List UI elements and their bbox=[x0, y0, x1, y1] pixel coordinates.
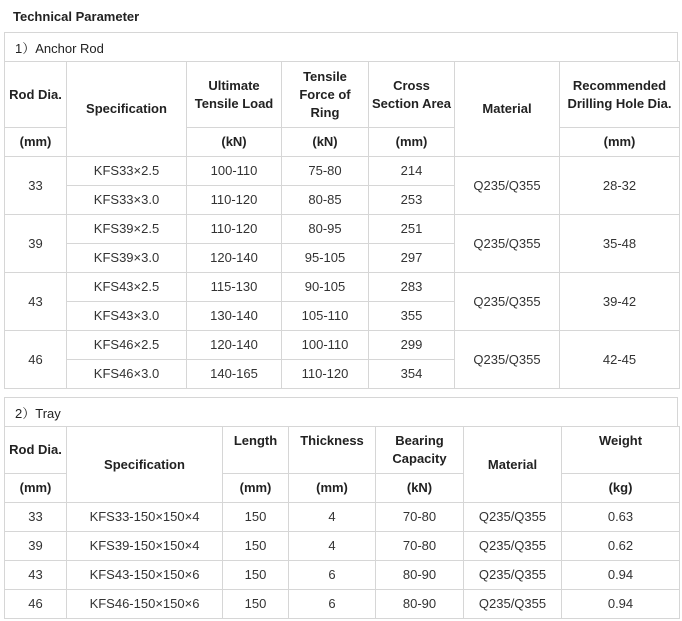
tray-material-cell: Q235/Q355 bbox=[464, 532, 562, 561]
unit-ultimate: (kN) bbox=[187, 128, 282, 157]
ultimate-load-cell: 140-165 bbox=[187, 360, 282, 389]
specification-cell: KFS39×2.5 bbox=[67, 215, 187, 244]
tray-thickness-cell: 4 bbox=[289, 503, 376, 532]
tray-weight-cell: 0.63 bbox=[562, 503, 680, 532]
tray-specification-cell: KFS39-150×150×4 bbox=[67, 532, 223, 561]
tray-bearing-cell: 70-80 bbox=[376, 503, 464, 532]
tray-material-cell: Q235/Q355 bbox=[464, 503, 562, 532]
tray-length-cell: 150 bbox=[223, 503, 289, 532]
tray-bearing-cell: 80-90 bbox=[376, 590, 464, 619]
page-title: Technical Parameter bbox=[13, 9, 140, 24]
tray-length-cell: 150 bbox=[223, 532, 289, 561]
header-drilling-hole: Recommended Drilling Hole Dia. bbox=[560, 62, 680, 128]
rod-dia-cell: 33 bbox=[5, 157, 67, 215]
ultimate-load-cell: 100-110 bbox=[187, 157, 282, 186]
tensile-force-cell: 105-110 bbox=[282, 302, 369, 331]
specification-cell: KFS43×3.0 bbox=[67, 302, 187, 331]
tensile-force-cell: 110-120 bbox=[282, 360, 369, 389]
tray-header-weight: Weight bbox=[562, 427, 680, 474]
tray-header-specification: Specification bbox=[67, 427, 223, 503]
header-specification: Specification bbox=[67, 62, 187, 157]
header-ultimate-tensile-load: Ultimate Tensile Load bbox=[187, 62, 282, 128]
tray-header-bearing: Bearing Capacity bbox=[376, 427, 464, 474]
tray-rod-dia-cell: 39 bbox=[5, 532, 67, 561]
tray-weight-cell: 0.94 bbox=[562, 590, 680, 619]
table-row bbox=[5, 215, 680, 244]
tray-specification-cell: KFS43-150×150×6 bbox=[67, 561, 223, 590]
tray-material-cell: Q235/Q355 bbox=[464, 590, 562, 619]
tray-thickness-cell: 6 bbox=[289, 561, 376, 590]
rod-dia-cell: 46 bbox=[5, 331, 67, 389]
cross-section-cell: 253 bbox=[369, 186, 455, 215]
anchor-rod-table bbox=[4, 61, 680, 389]
tray-thickness-cell: 4 bbox=[289, 532, 376, 561]
tray-rod-dia-cell: 46 bbox=[5, 590, 67, 619]
tray-unit-thickness: (mm) bbox=[289, 474, 376, 503]
tray-specification-cell: KFS33-150×150×4 bbox=[67, 503, 223, 532]
cross-section-cell: 251 bbox=[369, 215, 455, 244]
unit-tensile: (kN) bbox=[282, 128, 369, 157]
table-row bbox=[5, 590, 680, 619]
tray-rod-dia-cell: 43 bbox=[5, 561, 67, 590]
cross-section-cell: 355 bbox=[369, 302, 455, 331]
material-cell: Q235/Q355 bbox=[455, 157, 560, 215]
table-row bbox=[5, 273, 680, 302]
specification-cell: KFS33×2.5 bbox=[67, 157, 187, 186]
tray-unit-length: (mm) bbox=[223, 474, 289, 503]
tray-header-thickness: Thickness bbox=[289, 427, 376, 474]
cross-section-cell: 283 bbox=[369, 273, 455, 302]
ultimate-load-cell: 130-140 bbox=[187, 302, 282, 331]
tray-specification-cell: KFS46-150×150×6 bbox=[67, 590, 223, 619]
drilling-hole-cell: 35-48 bbox=[560, 215, 680, 273]
unit-rod-dia: (mm) bbox=[5, 128, 67, 157]
tray-unit-bearing: (kN) bbox=[376, 474, 464, 503]
header-cross-section: Cross Section Area bbox=[369, 62, 455, 128]
anchor-rod-heading: 1）Anchor Rod bbox=[4, 32, 678, 61]
rod-dia-cell: 43 bbox=[5, 273, 67, 331]
unit-drilling: (mm) bbox=[560, 128, 680, 157]
tray-table bbox=[4, 426, 680, 619]
ultimate-load-cell: 115-130 bbox=[187, 273, 282, 302]
tray-header-rod-dia: Rod Dia. bbox=[5, 427, 67, 474]
table-row bbox=[5, 157, 680, 186]
tensile-force-cell: 95-105 bbox=[282, 244, 369, 273]
ultimate-load-cell: 120-140 bbox=[187, 244, 282, 273]
tray-unit-rod-dia: (mm) bbox=[5, 474, 67, 503]
unit-cross: (mm) bbox=[369, 128, 455, 157]
material-cell: Q235/Q355 bbox=[455, 215, 560, 273]
tensile-force-cell: 80-95 bbox=[282, 215, 369, 244]
table-row bbox=[5, 561, 680, 590]
tray-bearing-cell: 70-80 bbox=[376, 532, 464, 561]
tensile-force-cell: 90-105 bbox=[282, 273, 369, 302]
specification-cell: KFS33×3.0 bbox=[67, 186, 187, 215]
drilling-hole-cell: 28-32 bbox=[560, 157, 680, 215]
tray-weight-cell: 0.62 bbox=[562, 532, 680, 561]
tray-header-length: Length bbox=[223, 427, 289, 474]
cross-section-cell: 354 bbox=[369, 360, 455, 389]
tray-bearing-cell: 80-90 bbox=[376, 561, 464, 590]
tray-weight-cell: 0.94 bbox=[562, 561, 680, 590]
tray-heading: 2）Tray bbox=[4, 397, 678, 426]
table-row bbox=[5, 532, 680, 561]
header-rod-dia: Rod Dia. bbox=[5, 62, 67, 128]
tensile-force-cell: 80-85 bbox=[282, 186, 369, 215]
table-row bbox=[5, 331, 680, 360]
drilling-hole-cell: 39-42 bbox=[560, 273, 680, 331]
ultimate-load-cell: 110-120 bbox=[187, 186, 282, 215]
tensile-force-cell: 75-80 bbox=[282, 157, 369, 186]
tray-header-material: Material bbox=[464, 427, 562, 503]
tray-length-cell: 150 bbox=[223, 561, 289, 590]
specification-cell: KFS46×2.5 bbox=[67, 331, 187, 360]
tray-length-cell: 150 bbox=[223, 590, 289, 619]
header-material: Material bbox=[455, 62, 560, 157]
table-row bbox=[5, 503, 680, 532]
cross-section-cell: 299 bbox=[369, 331, 455, 360]
tray-unit-weight: (kg) bbox=[562, 474, 680, 503]
tray-material-cell: Q235/Q355 bbox=[464, 561, 562, 590]
ultimate-load-cell: 120-140 bbox=[187, 331, 282, 360]
cross-section-cell: 297 bbox=[369, 244, 455, 273]
material-cell: Q235/Q355 bbox=[455, 331, 560, 389]
rod-dia-cell: 39 bbox=[5, 215, 67, 273]
specification-cell: KFS39×3.0 bbox=[67, 244, 187, 273]
specification-cell: KFS46×3.0 bbox=[67, 360, 187, 389]
material-cell: Q235/Q355 bbox=[455, 273, 560, 331]
drilling-hole-cell: 42-45 bbox=[560, 331, 680, 389]
specification-cell: KFS43×2.5 bbox=[67, 273, 187, 302]
cross-section-cell: 214 bbox=[369, 157, 455, 186]
header-tensile-force: Tensile Force of Ring bbox=[282, 62, 369, 128]
tray-thickness-cell: 6 bbox=[289, 590, 376, 619]
tensile-force-cell: 100-110 bbox=[282, 331, 369, 360]
ultimate-load-cell: 110-120 bbox=[187, 215, 282, 244]
tray-rod-dia-cell: 33 bbox=[5, 503, 67, 532]
